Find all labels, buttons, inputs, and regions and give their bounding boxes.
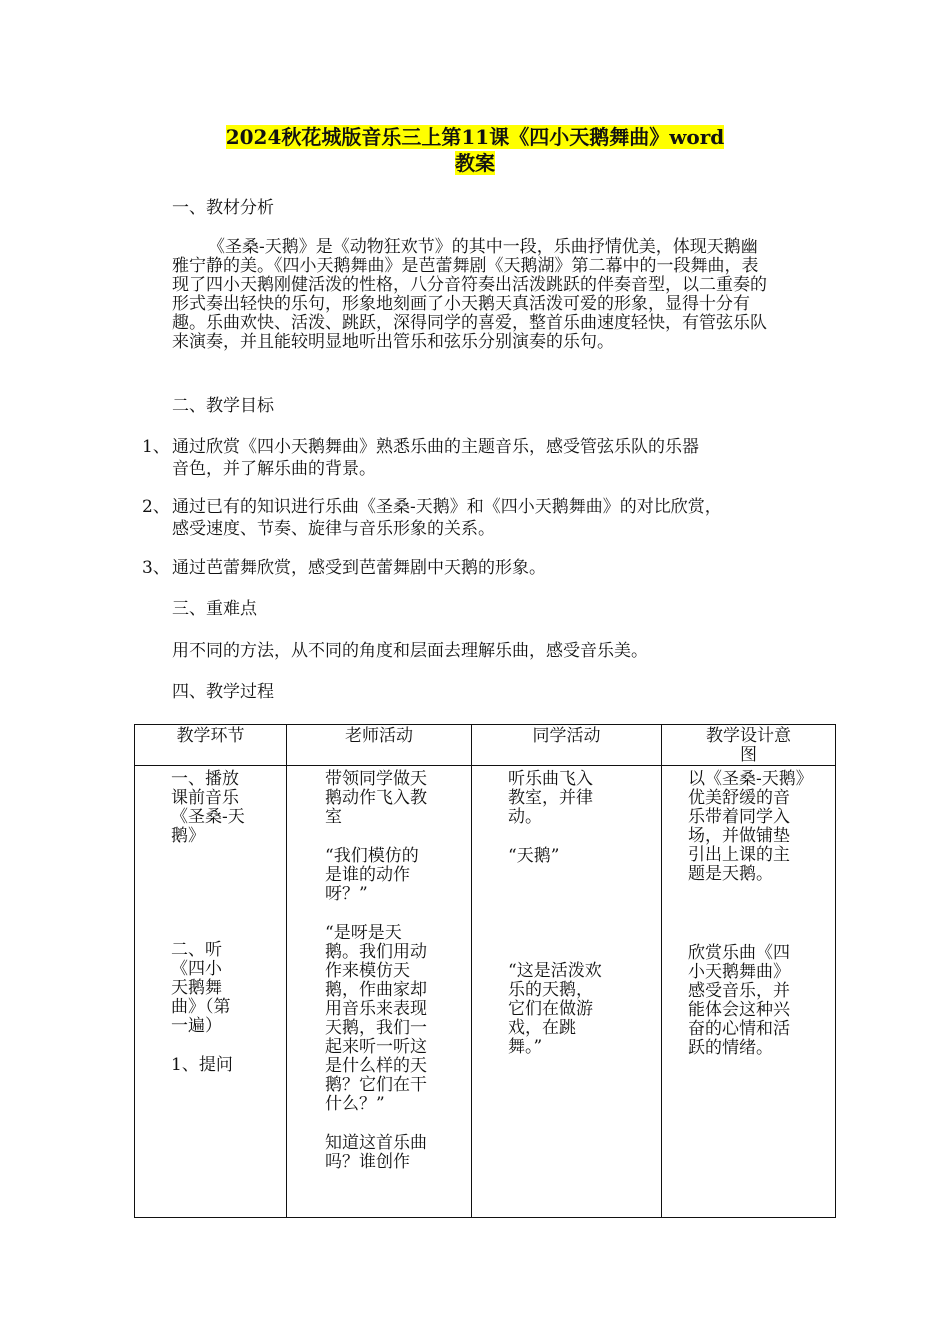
goal-text-line1: 通过已有的知识进行乐曲《圣桑-天鹅》和《四小天鹅舞曲》的对比欣赏， (172, 497, 722, 517)
stage-text: 二、听《四小天鹅舞曲》（第一遍） (171, 940, 231, 1036)
intent-text: 以《圣桑-天鹅》优美舒缓的音乐带着同学入场，并做铺垫引出上课的主题是天鹅。 (688, 769, 805, 884)
goal-text-line2: 感受速度、节奏、旋律与音乐形象的关系。 (172, 519, 495, 539)
goal-text-line1: 通过芭蕾舞欣赏，感受到芭蕾舞剧中天鹅的形象。 (172, 558, 546, 578)
header-cell-student: 同学活动 (472, 725, 662, 766)
teacher-text: 带领同学做天鹅动作飞入教室 (325, 769, 427, 827)
document-title (120, 124, 830, 176)
goal-number: 2、 (142, 497, 170, 517)
stage-text: 1、提问 (171, 1055, 233, 1075)
student-text: 听乐曲飞入教室，并律动。 (508, 769, 593, 827)
header-cell-teacher: 老师活动 (287, 725, 472, 766)
stage-text: 一、播放课前音乐《圣桑-天鹅》 (171, 769, 245, 846)
teaching-process-table (134, 724, 836, 1218)
stage-cell (135, 766, 287, 1218)
table-header-row (135, 725, 836, 766)
header-cell-intent: 教学设计意图 (662, 725, 836, 766)
title-line-2: 教案 (455, 151, 495, 175)
goal-text-line1: 通过欣赏《四小天鹅舞曲》熟悉乐曲的主题音乐，感受管弦乐队的乐器 (172, 437, 699, 457)
analysis-paragraph: 《圣桑-天鹅》是《动物狂欢节》的其中一段，乐曲抒情优美，体现天鹅幽雅宁静的美。《四小天鹅舞曲》是芭蕾舞剧《天鹅湖》第二幕中的一段舞曲，表现了四小天鹅刚健活泼的性格，八分音符奏出活泼跳跃的伴奏音型，以二重奏的形式奏出轻快的乐句，形象地刻画了小天鹅天真活泼可爱的形象，显得十分有趣。乐曲欢快、活泼、跳跃，深得同学的喜爱，整首乐曲速度轻快，有管弦乐队来演奏，并且能较明显地听出管乐和弦乐分别演奏的乐句。 (172, 237, 767, 352)
section-heading-analysis: 一、教材分析 (172, 198, 274, 218)
student-cell (472, 766, 662, 1218)
student-text: “天鹅” (508, 846, 560, 866)
title-line-1: 2024秋花城版音乐三上第11课《四小天鹅舞曲》word (225, 125, 725, 149)
table-row (135, 766, 836, 1218)
header-cell-stage: 教学环节 (135, 725, 287, 766)
goal-item-1 (142, 436, 782, 480)
intent-cell (662, 766, 836, 1218)
section-heading-process: 四、教学过程 (172, 682, 274, 702)
goal-item-3 (142, 557, 782, 579)
teacher-text: 知道这首乐曲吗？谁创作 (325, 1133, 427, 1172)
teacher-text: “我们模仿的是谁的动作呀？” (325, 846, 419, 904)
teacher-cell (287, 766, 472, 1218)
goal-number: 3、 (142, 558, 170, 578)
key-points-text: 用不同的方法，从不同的角度和层面去理解乐曲，感受音乐美。 (172, 641, 648, 661)
goal-text-line2: 音色，并了解乐曲的背景。 (172, 459, 376, 479)
section-heading-key-points: 三、重难点 (172, 599, 257, 619)
student-text: “这是活泼欢乐的天鹅，它们在做游戏，在跳舞。” (508, 961, 602, 1057)
goal-number: 1、 (142, 437, 170, 457)
section-heading-goals: 二、教学目标 (172, 396, 274, 416)
teacher-text: “是呀是天鹅。我们用动作来模仿天鹅，作曲家却用音乐来表现天鹅，我们一起来听一听这是什么样的天鹅？它们在干什么？” (325, 923, 427, 1114)
goal-item-2 (142, 496, 782, 540)
intent-text: 欣赏乐曲《四小天鹅舞曲》感受音乐，并能体会这种兴奋的心情和活跃的情绪。 (688, 943, 790, 1058)
